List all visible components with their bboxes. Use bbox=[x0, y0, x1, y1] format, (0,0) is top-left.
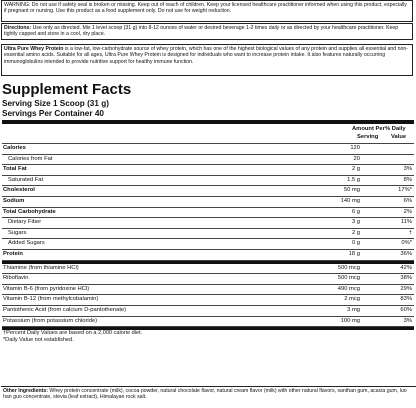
nutrient-daily-value: 0%* bbox=[401, 240, 412, 247]
nutrient-daily-value: 42% bbox=[400, 264, 412, 271]
facts-row bbox=[2, 218, 414, 229]
nutrient-daily-value: 83% bbox=[400, 296, 412, 303]
nutrient-daily-value: 36% bbox=[400, 250, 412, 257]
nutrient-amount: 490 mcg bbox=[337, 285, 360, 292]
facts-row bbox=[2, 165, 414, 176]
nutrient-amount: 18 g bbox=[348, 250, 360, 257]
nutrient-amount: 3 mg bbox=[347, 306, 360, 313]
directions-text: Use only as directed. Mix 1 level scoop (31 g) into 8-12 ounces of water or desired beverage 1-2 times daily or as directed by your healthcare practitioner. Keep tightly capped and store in a cool, dry place. bbox=[4, 25, 399, 38]
directions-block bbox=[1, 23, 413, 40]
facts-row bbox=[2, 317, 414, 328]
nutrient-daily-value: 17%* bbox=[398, 187, 412, 194]
nutrient-name: Potassium (from potassium chloride) bbox=[3, 317, 98, 324]
facts-row bbox=[2, 186, 414, 197]
serving-size: Serving Size 1 Scoop (31 g) bbox=[2, 99, 109, 108]
supplement-facts-panel bbox=[2, 82, 414, 344]
nutrient-amount: 50 mg bbox=[343, 187, 360, 194]
nutrient-name: Cholesterol bbox=[3, 187, 35, 194]
facts-row bbox=[2, 306, 414, 317]
product-description: is a low-fat, low-carbohydrate source of whey protein, which has one of the highest biological values of any protein and supplies all essential and non-essential amino acids. Suitable for all ages, Ultra Pure Whey Protein is designed for individuals who want to increase protein intake. It also features naturally occurring immunoglobulins intended to provide nutritive support for healthy immune function. bbox=[4, 46, 408, 65]
facts-row bbox=[2, 229, 414, 240]
nutrient-name: Total Carbohydrate bbox=[3, 208, 56, 215]
nutrient-name: Thiamine (from thiamine HCl) bbox=[3, 264, 79, 271]
nutrient-amount: 2 mcg bbox=[344, 296, 360, 303]
header-value: Value bbox=[391, 134, 407, 140]
footnote-not-established: *Daily Value not established. bbox=[3, 337, 74, 344]
nutrient-daily-value: 29% bbox=[400, 285, 412, 292]
facts-row bbox=[2, 295, 414, 306]
other-ingredients-block bbox=[1, 386, 416, 402]
nutrient-amount: 120 bbox=[350, 145, 360, 151]
facts-row bbox=[2, 250, 414, 261]
nutrient-name: Pantothenic Acid (from calcium D-pantothenate) bbox=[3, 306, 127, 313]
nutrient-daily-value: 38% bbox=[400, 275, 412, 282]
nutrient-name: Riboflavin bbox=[3, 275, 29, 282]
facts-column-header bbox=[2, 124, 414, 144]
nutrient-amount: 2 g bbox=[351, 166, 360, 173]
nutrient-amount: 6 g bbox=[351, 208, 360, 215]
other-ingredients-text: Whey protein concentrate (milk), cocoa powder, natural chocolate flavor, natural cream flavor (milk) with other natural flavors, xanthan gum, acacia gum, luo han guo concentrate, stevia (leaf extract), Himalayan rock salt. bbox=[3, 388, 407, 401]
nutrient-name: Sugars bbox=[8, 229, 27, 236]
facts-row bbox=[2, 239, 414, 250]
warning-text: WARNING: Do not use if safety seal is broken or missing. Keep out of reach of children. Keep your licensed healthcare practitioner informed when using this product, especially if pregnant or nursing. Use this product as a food supplement only. Do not use for weight reduction. bbox=[1, 0, 413, 22]
nutrient-amount: 3 g bbox=[351, 219, 360, 226]
facts-title: Supplement Facts bbox=[2, 81, 132, 98]
facts-row bbox=[2, 208, 414, 219]
directions-label: Directions: bbox=[4, 25, 32, 31]
facts-row bbox=[2, 144, 414, 155]
nutrient-name: Vitamin B-12 (from methylcobalamin) bbox=[3, 296, 99, 303]
facts-row bbox=[2, 155, 414, 166]
nutrient-daily-value: 3% bbox=[403, 166, 412, 173]
facts-row bbox=[2, 264, 414, 275]
footnote-daily-value: †Percent Daily Values are based on a 2,000 calorie diet. bbox=[3, 330, 143, 337]
header-amount: Amount Per bbox=[352, 126, 385, 132]
nutrient-daily-value: 11% bbox=[400, 219, 412, 226]
servings-per-container: Servings Per Container 40 bbox=[2, 108, 104, 118]
nutrient-amount: 2 g bbox=[351, 229, 360, 236]
nutrient-amount: 1.5 g bbox=[347, 176, 360, 183]
nutrient-name: Sodium bbox=[3, 197, 25, 204]
nutrient-daily-value: 3% bbox=[403, 317, 412, 324]
nutrient-daily-value: 6% bbox=[403, 197, 412, 204]
vitamin-rows bbox=[2, 264, 414, 328]
nutrient-name: Vitamin B-6 (from pyridoxine HCl) bbox=[3, 285, 90, 292]
nutrient-rows bbox=[2, 144, 414, 261]
product-name: Ultra Pure Whey Protein bbox=[4, 46, 64, 52]
nutrient-amount: 100 mg bbox=[340, 317, 360, 324]
nutrient-daily-value: 2% bbox=[403, 208, 412, 215]
nutrient-daily-value: † bbox=[408, 229, 412, 236]
nutrient-name: Protein bbox=[3, 250, 23, 257]
nutrient-amount: 140 mg bbox=[340, 197, 360, 204]
facts-row bbox=[2, 176, 414, 187]
other-ingredients-label: Other Ingredients: bbox=[3, 388, 48, 394]
nutrient-name: Calories bbox=[3, 145, 26, 151]
facts-row bbox=[2, 197, 414, 208]
nutrient-name: Calories from Fat bbox=[8, 155, 53, 162]
nutrient-name: Added Sugars bbox=[8, 240, 45, 247]
product-description-block bbox=[1, 44, 413, 76]
nutrient-name: Dietary Fiber bbox=[8, 219, 42, 226]
nutrient-daily-value: 60% bbox=[400, 306, 412, 313]
nutrient-amount: 20 bbox=[353, 155, 360, 162]
header-serving: Serving bbox=[357, 134, 379, 140]
nutrient-name: Saturated Fat bbox=[8, 176, 44, 183]
nutrient-amount: 0 g bbox=[351, 240, 360, 247]
nutrient-name: Total Fat bbox=[3, 166, 27, 173]
facts-row bbox=[2, 274, 414, 285]
nutrient-amount: 500 mcg bbox=[337, 275, 360, 282]
nutrient-amount: 500 mcg bbox=[337, 264, 360, 271]
header-daily: % Daily bbox=[385, 126, 406, 132]
facts-row bbox=[2, 285, 414, 296]
nutrient-daily-value: 8% bbox=[403, 176, 412, 183]
